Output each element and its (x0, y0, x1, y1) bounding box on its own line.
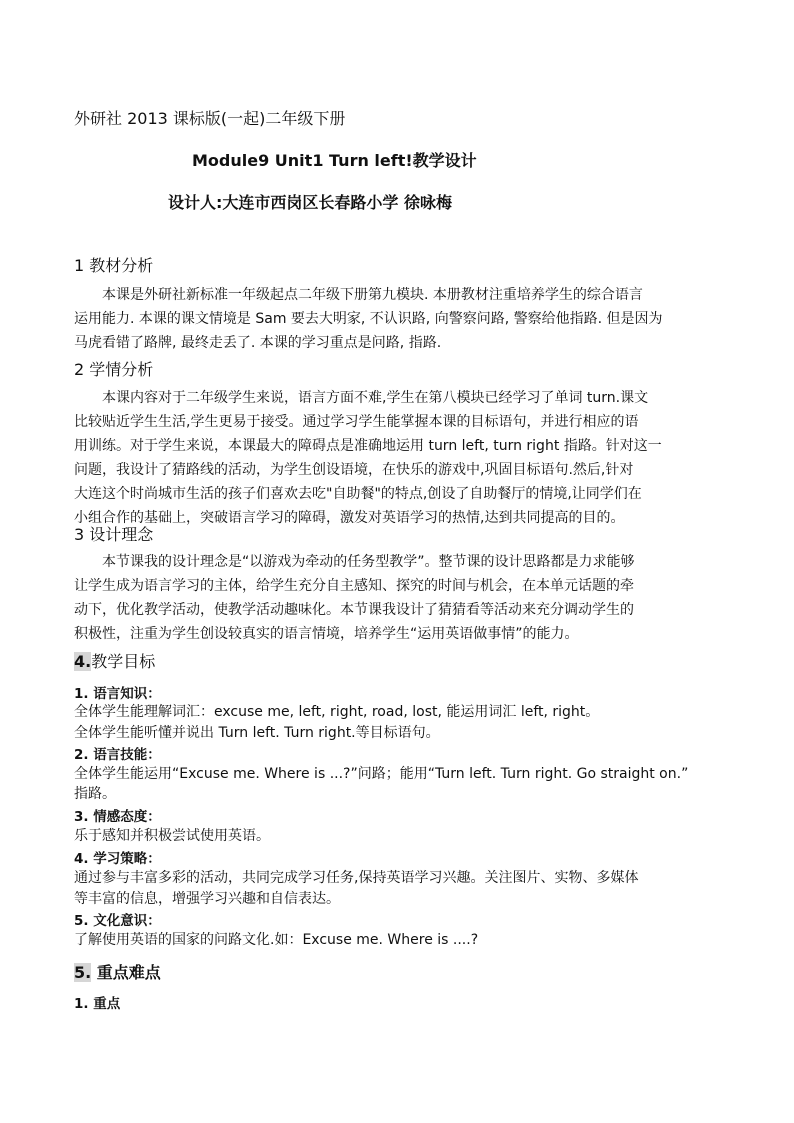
section-4-heading (74, 649, 155, 672)
section-3-paragraph (74, 550, 720, 646)
paragraph-line: 马虎看错了路牌, 最终走丢了. 本课的学习重点是问路, 指路. (74, 335, 442, 351)
document-title: Module9 Unit1 Turn left!教学设计 (192, 151, 477, 170)
textbook-series-line: 外研社 2013 课标版(一起)二年级下册 (74, 109, 346, 128)
objective-3-title: 3. 情感态度： (74, 809, 161, 825)
objective-1-line: 全体学生能理解词汇：excuse me, left, right, road, lost, 能运用词汇 left, right。 (74, 704, 600, 720)
paragraph-line: 用训练。对于学生来说，本课最大的障碍点是准确地运用 turn left, turn right 指路。针对这一 (74, 438, 662, 454)
objective-4-line: 通过参与丰富多彩的活动，共同完成学习任务,保持英语学习兴趣。关注图片、实物、多媒体 (74, 870, 639, 886)
paragraph-line: 小组合作的基础上，突破语言学习的障碍，激发对英语学习的热情,达到共同提高的目的。 (74, 510, 625, 526)
objective-1-line: 全体学生能听懂并说出 Turn left. Turn right.等目标语句。 (74, 725, 440, 741)
objective-2-line: 全体学生能运用“Excuse me. Where is ...?”问路；能用“Turn left. Turn right. Go straight on.” (74, 766, 689, 782)
objective-1-title: 1. 语言知识： (74, 686, 161, 702)
paragraph-line: 大连这个时尚城市生活的孩子们喜欢去吃"自助餐"的特点,创设了自助餐厅的情境,让同学们在 (74, 486, 642, 502)
objective-3-line: 乐于感知并积极尝试使用英语。 (74, 828, 270, 844)
objective-5-title: 5. 文化意识： (74, 913, 161, 929)
paragraph-line: 让学生成为语言学习的主体，给学生充分自主感知、探究的时间与机会，在本单元话题的牵 (74, 578, 634, 594)
paragraph-line: 比较贴近学生生活,学生更易于接受。通过学习学生能掌握本课的目标语句，并进行相应的语 (74, 414, 639, 430)
key-points-item-1: 1. 重点 (74, 996, 121, 1012)
paragraph-line: 积极性，注重为学生创设较真实的语言情境，培养学生“运用英语做事情”的能力。 (74, 626, 579, 642)
objective-4-line: 等丰富的信息，增强学习兴趣和自信表达。 (74, 891, 340, 907)
objective-2-title: 2. 语言技能： (74, 747, 161, 763)
paragraph-line: 本课内容对于二年级学生来说，语言方面不难,学生在第八模块已经学习了单词 turn.课文 (102, 390, 649, 406)
paragraph-line: 问题，我设计了猜路线的活动，为学生创设语境，在快乐的游戏中,巩固目标语句.然后,针对 (74, 462, 634, 478)
section-1-heading: 1 教材分析 (74, 256, 154, 275)
section-4-number: 4. (74, 652, 92, 671)
section-3-heading: 3 设计理念 (74, 525, 154, 544)
section-5-number: 5. (74, 963, 92, 982)
section-4-title: 教学目标 (91, 652, 156, 671)
objective-5-line: 了解使用英语的国家的问路文化.如：Excuse me. Where is ....? (74, 932, 479, 948)
objective-4-title: 4. 学习策略： (74, 851, 161, 867)
paragraph-line: 本节课我的设计理念是“以游戏为牵动的任务型教学”。整节课的设计思路都是力求能够 (102, 554, 635, 570)
section-1-paragraph (74, 283, 720, 355)
paragraph-line: 运用能力. 本课的课文情境是 Sam 要去大明家, 不认识路, 向警察问路, 警察给他指路. 但是因为 (74, 311, 663, 327)
section-2-paragraph (74, 386, 720, 530)
paragraph-line: 动下，优化教学活动，使教学活动趣味化。本节课我设计了猜猜看等活动来充分调动学生的 (74, 602, 634, 618)
section-5-title: 重点难点 (91, 963, 161, 982)
section-2-heading: 2 学情分析 (74, 360, 154, 379)
paragraph-line: 本课是外研社新标准一年级起点二年级下册第九模块. 本册教材注重培养学生的综合语言 (102, 287, 643, 303)
objective-2-line: 指路。 (74, 786, 116, 802)
designer-line: 设计人:大连市西岗区长春路小学 徐咏梅 (168, 193, 452, 212)
section-5-heading (74, 960, 161, 983)
